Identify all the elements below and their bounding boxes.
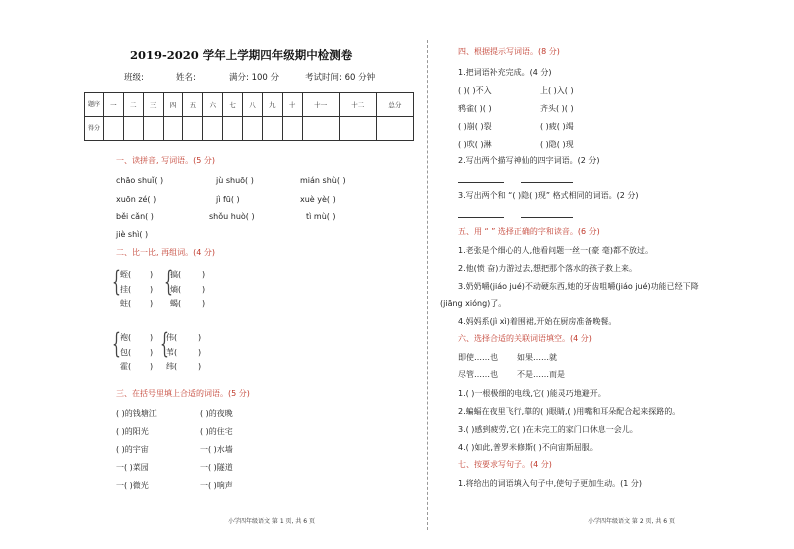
char-close: ): [202, 285, 206, 294]
section-3-title: 三、在括号里填上合适的词语。(5 分): [116, 389, 250, 398]
pinyin-item[interactable]: xuè yè( ): [300, 195, 336, 204]
table-header-cell: 七: [223, 93, 243, 117]
char-close: ): [150, 299, 154, 308]
idiom-item[interactable]: ( )崩( )裂: [458, 122, 492, 131]
table-header-cell: 五: [183, 93, 203, 117]
char-close: ): [150, 270, 154, 279]
page-title: 2019-2020 学年上学期四年级期中检测卷: [130, 48, 353, 62]
name-label: 姓名:: [176, 73, 196, 83]
choice-line[interactable]: 4.妈妈系(jì xì)着围裙,开始在厨房准备晚餐。: [458, 317, 617, 326]
char-item: 伟(: [166, 333, 178, 342]
question-text: 2.写出两个描写神仙的四字词语。(2 分): [458, 156, 600, 165]
score-cell[interactable]: [104, 117, 124, 141]
fill-item[interactable]: ( )的钱塘江: [116, 409, 157, 418]
brace-icon: {: [112, 265, 121, 298]
char-item: 纬(: [166, 362, 178, 371]
table-row: [85, 117, 414, 141]
fill-item[interactable]: ( )的阳光: [116, 427, 149, 436]
choice-line[interactable]: 2.他(愤 奋)力游过去,想把那个落水的孩子救上来。: [458, 264, 637, 273]
table-header-cell: 九: [262, 93, 282, 117]
char-item: 挂(: [120, 285, 132, 294]
section-1-title: 一、读拼音, 写词语。(5 分): [116, 156, 215, 165]
question-text: 1.将给出的词语填入句子中,使句子更加生动。(1 分): [458, 479, 643, 488]
table-header-cell: 十二: [339, 93, 376, 117]
idiom-item[interactable]: ( )隐( )现: [540, 140, 574, 149]
pinyin-item[interactable]: běi cǎn( ): [116, 212, 154, 221]
table-row-label: 得分: [85, 117, 104, 141]
score-cell[interactable]: [223, 117, 243, 141]
fill-line[interactable]: 2.蝙蝠在夜里飞行,靠的( )眼睛,( )用嘴和耳朵配合起来探路的。: [458, 407, 681, 416]
score-cell[interactable]: [183, 117, 203, 141]
char-close: ): [198, 362, 202, 371]
brace-icon: {: [164, 265, 173, 298]
pinyin-item[interactable]: xuōn zé( ): [116, 195, 157, 204]
char-close: ): [202, 299, 206, 308]
table-header-cell: 十: [282, 93, 302, 117]
char-item: 苇(: [166, 348, 178, 357]
char-close: ): [150, 348, 154, 357]
table-header-cell: 三: [143, 93, 163, 117]
idiom-item[interactable]: 鸦雀( )( ): [458, 104, 492, 113]
score-cell[interactable]: [203, 117, 223, 141]
fill-line[interactable]: 1.( )一根极细的电线,它( )能灵巧地避开。: [458, 389, 606, 398]
fill-item[interactable]: 一( )水墙: [200, 445, 233, 454]
score-cell[interactable]: [163, 117, 183, 141]
fill-item[interactable]: ( )的住宅: [200, 427, 233, 436]
choice-line[interactable]: 1.老张是个细心的人,他看问题一丝一(豪 毫)都不放过。: [458, 246, 653, 255]
score-cell[interactable]: [302, 117, 339, 141]
pinyin-item[interactable]: jù shuō( ): [216, 176, 254, 185]
pinyin-item[interactable]: chāo shuǐ( ): [116, 176, 164, 185]
answer-blank[interactable]: [458, 217, 504, 218]
table-row-label: 题序: [85, 93, 104, 117]
table-header-cell: 二: [123, 93, 143, 117]
table-header-cell: 四: [163, 93, 183, 117]
fill-item[interactable]: 一( )微光: [116, 481, 149, 490]
fill-item[interactable]: 一( )菜园: [116, 463, 149, 472]
fill-item[interactable]: ( )的夜晚: [200, 409, 233, 418]
pinyin-item[interactable]: jì fū( ): [216, 195, 240, 204]
char-item: 蛭(: [120, 270, 132, 279]
footer-left: 小学四年级语文 第 1 页, 共 6 页: [228, 518, 315, 525]
brace-icon: {: [112, 327, 121, 360]
char-close: ): [198, 348, 202, 357]
score-cell[interactable]: [123, 117, 143, 141]
section-6-title: 六、选择合适的关联词语填空。(4 分): [458, 334, 592, 343]
fill-item[interactable]: 一( )响声: [200, 481, 233, 490]
pinyin-item[interactable]: shǒu huò( ): [209, 212, 255, 221]
pinyin-item[interactable]: mián shù( ): [300, 176, 346, 185]
table-header-cell: 十一: [302, 93, 339, 117]
fill-line[interactable]: 4.( )如此,普罗米修斯( )不向宙斯屈服。: [458, 443, 598, 452]
footer-right: 小学四年级语文 第 2 页, 共 6 页: [588, 518, 675, 525]
char-item: 霍(: [120, 362, 132, 371]
pinyin-item[interactable]: jiè shì( ): [116, 230, 149, 239]
pinyin-item[interactable]: tì mù( ): [306, 212, 336, 221]
score-cell[interactable]: [282, 117, 302, 141]
char-close: ): [202, 270, 206, 279]
conjunction-option: 如果……就: [517, 353, 557, 362]
table-header-cell: 八: [243, 93, 263, 117]
choice-line[interactable]: (jiāng xióng)了。: [440, 299, 507, 308]
answer-blank[interactable]: [521, 217, 573, 218]
class-label: 班级:: [124, 73, 144, 83]
char-item: 袍(: [120, 333, 132, 342]
table-header-cell: 六: [203, 93, 223, 117]
char-item: 蝎(: [170, 299, 182, 308]
idiom-item[interactable]: ( )疲( )竭: [540, 122, 574, 131]
conjunction-option: 尽管……也: [458, 370, 498, 379]
idiom-item[interactable]: ( )吹( )淋: [458, 140, 492, 149]
brace-icon: {: [160, 327, 169, 360]
question-text: 3.写出两个和 “( )隐( )现” 格式相同的词语。(2 分): [458, 191, 639, 200]
section-7-title: 七、按要求写句子。(4 分): [458, 460, 552, 469]
char-close: ): [150, 285, 154, 294]
table-header-cell: 一: [104, 93, 124, 117]
score-cell[interactable]: [376, 117, 413, 141]
score-table: [84, 92, 414, 141]
char-item: 包(: [120, 348, 132, 357]
char-close: ): [150, 333, 154, 342]
idiom-item[interactable]: 齐头( )( ): [540, 104, 574, 113]
section-2-title: 二、比一比, 再组词。(4 分): [116, 248, 215, 257]
score-cell[interactable]: [262, 117, 282, 141]
score-cell[interactable]: [143, 117, 163, 141]
answer-blank[interactable]: [521, 182, 573, 183]
answer-blank[interactable]: [458, 182, 504, 183]
fill-line[interactable]: 3.( )感到疲劳,它( )在未完工的家门口休息一会儿。: [458, 425, 638, 434]
char-item: 蛀(: [120, 299, 132, 308]
score-cell[interactable]: [243, 117, 263, 141]
fill-item[interactable]: ( )的宇宙: [116, 445, 149, 454]
char-item: 搞(: [170, 270, 182, 279]
fill-item[interactable]: 一( )隧道: [200, 463, 233, 472]
table-header-cell: 总分: [376, 93, 413, 117]
score-label: 满分: 100 分: [229, 73, 279, 83]
time-label: 考试时间: 60 分钟: [305, 73, 376, 83]
char-close: ): [150, 362, 154, 371]
conjunction-option: 即使……也: [458, 353, 498, 362]
idiom-item[interactable]: 上( )入( ): [540, 86, 574, 95]
table-row: [85, 93, 414, 117]
choice-line[interactable]: 3.奶奶嚼(jiáo jué)不动硬东西,她的牙齿咀嚼(jiáo jué)功能已经下降: [458, 282, 699, 291]
conjunction-option: 不是……而是: [517, 370, 565, 379]
page-divider: [427, 40, 428, 530]
question-text: 1.把词语补充完成。(4 分): [458, 68, 552, 77]
section-4-title: 四、根据提示写词语。(8 分): [458, 47, 560, 56]
idiom-item[interactable]: ( )( )不入: [458, 86, 492, 95]
char-item: 熵(: [170, 285, 182, 294]
char-close: ): [198, 333, 202, 342]
score-cell[interactable]: [339, 117, 376, 141]
section-5-title: 五、用 “ ” 选择正确的字和读音。(6 分): [458, 227, 600, 236]
